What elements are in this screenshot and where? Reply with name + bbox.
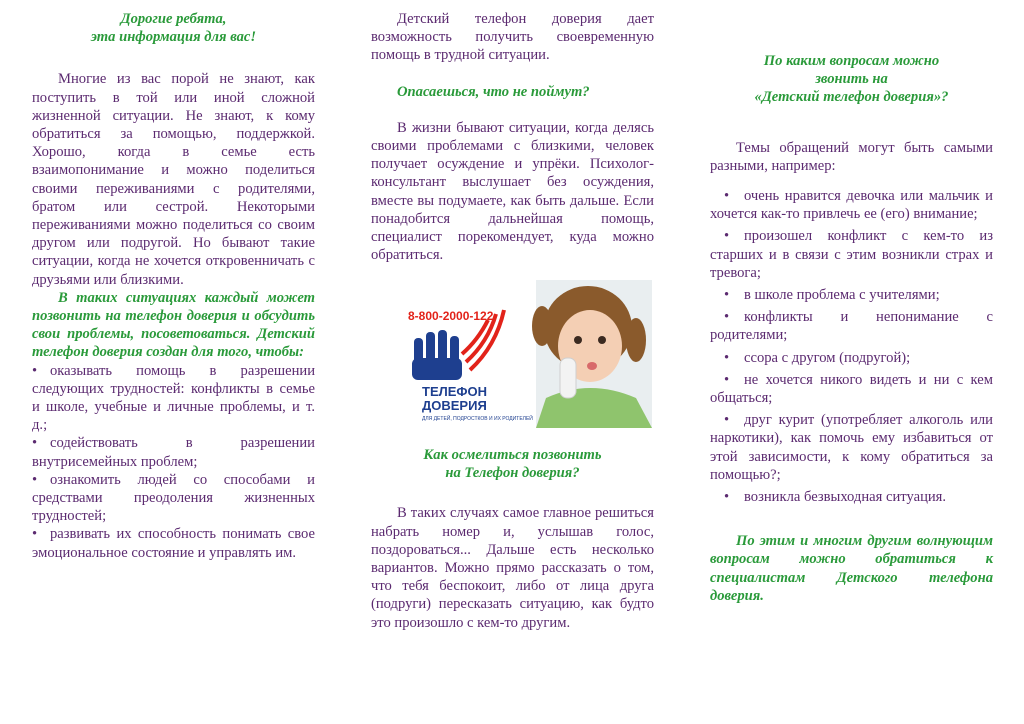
purpose-list <box>32 362 315 562</box>
list-item: • ознакомить людей со способами и средствами преодоления жизненных трудностей; <box>32 471 315 525</box>
list-item: • в школе проблема с учителями; <box>724 287 940 304</box>
list-item: • друг курит (употребляет алкоголь или наркотики), как помочь ему избавиться от этой зависимости, к кому обратиться за помощью?; <box>710 412 993 483</box>
topics-heading: По каким вопросам можно звонить на «Детский телефон доверия»? <box>754 53 949 106</box>
list-item: • ссора с другом (подругой); <box>724 349 911 366</box>
column-middle <box>371 10 654 264</box>
greeting-title: Дорогие ребята, эта информация для вас! <box>90 11 257 46</box>
list-item: • очень нравится девочка или мальчик и хочется как-то привлечь ее (его) внимание; <box>710 188 993 223</box>
list-item: • содействовать в разрешении внутрисемейных проблем; <box>32 435 315 470</box>
list-item: • возникла безвыходная ситуация. <box>724 489 947 506</box>
phone-number: 8-800-2000-122 <box>408 309 494 323</box>
logo-line1: ТЕЛЕФОН <box>422 384 487 399</box>
topics-list <box>710 187 993 506</box>
topics-intro: Темы обращений могут быть самыми разными, например: <box>710 139 993 174</box>
logo-line2: ДОВЕРИЯ <box>422 398 487 413</box>
list-item: • конфликты и непонимание с родителями; <box>710 309 993 344</box>
list-item: • оказывать помощь в разрешении следующих трудностей: конфликты в семье и школе, учебные и личные проблемы, и т. д.; <box>32 362 315 434</box>
helpline-intro: Детский телефон доверия дает возможность получить своевременную помощь в трудной ситуации. <box>371 11 654 64</box>
courage-heading: Как осмелиться позвонить на Телефон доверия? <box>423 447 602 482</box>
closing-paragraph: По этим и многим другим волнующим вопросам можно обратиться к специалистам Детского телефона доверия. <box>710 533 993 604</box>
fear-heading: Опасаешься, что не поймут? <box>397 83 590 100</box>
intro-paragraph: Многие из вас порой не знают, как поступить в той или иной сложной жизненной ситуации. Не знают, к кому обратиться за помощью, поддержкой. Хорошо, когда в семье есть взаимопонимание и можно поделиться своими переживаниями с родителями, братом или сестрой. Некоторыми переживаниями можно поделиться со своим другом или подругой. Но бывают такие ситуации, когда не хочется откровенничать с друзьями или близкими. <box>32 71 315 288</box>
helpline-logo-illustration <box>396 280 652 428</box>
column-left <box>32 10 315 562</box>
list-item: • произошел конфликт с кем-то из старших и в связи с этим возникли страх и тревога; <box>710 228 993 281</box>
helpline-photo <box>396 280 652 428</box>
column-right <box>710 52 993 605</box>
list-item: • развивать их способность понимать свое эмоциональное состояние и управлять им. <box>32 526 315 561</box>
column-middle-lower <box>371 446 654 632</box>
courage-paragraph: В таких случаях самое главное решиться набрать номер и, услышав голос, поздороваться... Дальше есть несколько вариантов. Можно прямо рассказать о том, что тебя беспокоит, либо от лица друга (подруги) пересказать ситуацию, как будто это произошло с кем-то другим. <box>371 505 654 631</box>
logo-sub: ДЛЯ ДЕТЕЙ, ПОДРОСТКОВ И ИХ РОДИТЕЛЕЙ <box>422 416 533 422</box>
fear-paragraph: В жизни бывают ситуации, когда делясь своими проблемами с близкими, человек получает осуждение и упрёки. Психолог-консультант выслушает без осуждения, вместе вы подумаете, как быть дальше. Если понадобится дальнейшая помощь, специалист порекомендует, куда можно обратиться. <box>371 119 654 264</box>
list-item: • не хочется никого видеть и ни с кем общаться; <box>710 371 993 407</box>
purpose-paragraph: В таких ситуациях каждый может позвонить на телефон доверия и обсудить свои проблемы, посоветоваться. Детский телефон доверия создан для того, чтобы: <box>32 289 315 361</box>
